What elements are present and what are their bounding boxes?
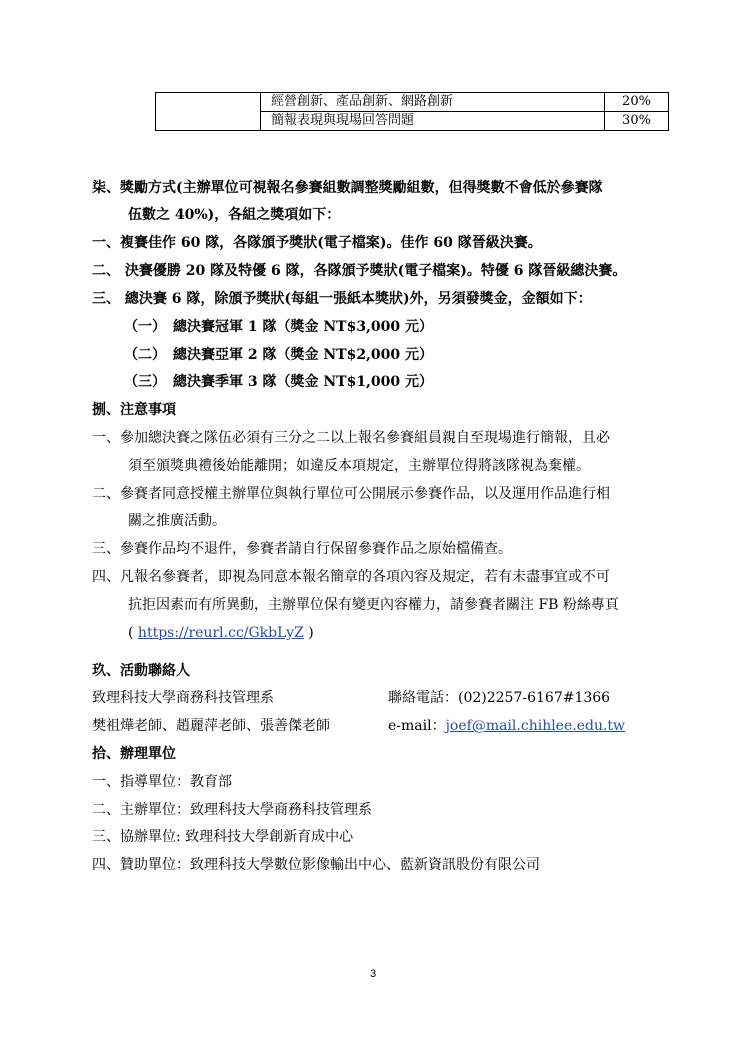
section8-item3: 三、參賽作品均不退件，參賽者請自行保留參賽作品之原始檔備查。 [92, 541, 512, 557]
section8-item1-line2: 須至頒獎典禮後始能離開；如違反本項規定，主辦單位得將該隊視為棄權。 [128, 458, 590, 474]
section8-heading: 捌、注意事項 [92, 402, 176, 418]
link-close-paren: ) [303, 625, 314, 641]
section10-item2: 二、主辦單位：致理科技大學商務科技管理系 [92, 802, 372, 818]
section7-heading-line1: 柒、獎勵方式(主辦單位可視報名參賽組數調整獎勵組數，但得獎數不會低於參賽隊 [92, 180, 603, 196]
section7-item3: 三、 總決賽 6 隊，除頒予獎狀(每組一張紙本獎狀)外，另須發獎金，金額如下： [92, 291, 592, 307]
contact-email-line [388, 716, 625, 736]
section10-heading: 拾、辦理單位 [92, 746, 176, 762]
contact-teachers: 樊祖燁老師、趙麗萍老師、張善傑老師 [92, 718, 330, 734]
section7-item1: 一、複賽佳作 60 隊，各隊頒予獎狀(電子檔案)。佳作 60 隊晉級決賽。 [92, 235, 542, 251]
table-cell-criterion: 經營創新、產品創新、網路創新 [261, 93, 605, 112]
contact-phone: 聯絡電話：(02)2257-6167#1366 [388, 690, 611, 706]
section7-heading-line2: 伍數之 40%)，各組之獎項如下： [128, 207, 341, 223]
section10-item1: 一、指導單位：教育部 [92, 774, 232, 790]
section8-item2-line1: 二、參賽者同意授權主辦單位與執行單位可公開展示參賽作品，以及運用作品進行相 [92, 486, 610, 502]
score-table [155, 92, 669, 131]
section7-prize2: （二） 總決賽亞軍 2 隊（獎金 NT$2,000 元） [124, 347, 434, 363]
table-cell-criterion: 簡報表現與現場回答問題 [261, 112, 605, 131]
section8-item4-line1: 四、凡報名參賽者，即視為同意本報名簡章的各項內容及規定，若有未盡事宜或不可 [92, 569, 610, 585]
section8-link-line [128, 623, 314, 643]
section10-item4: 四、贊助單位：致理科技大學數位影像輸出中心、藍新資訊股份有限公司 [92, 857, 540, 873]
section8-item1-line1: 一、參加總決賽之隊伍必須有三分之二以上報名參賽組員親自至現場進行簡報，且必 [92, 430, 610, 446]
section8-item4-line2: 抗拒因素而有所異動，主辦單位保有變更內容權力，請參賽者關注 FB 粉絲專頁 [128, 597, 619, 613]
section7-prize1: （一） 總決賽冠軍 1 隊（獎金 NT$3,000 元） [124, 319, 434, 335]
fb-page-link[interactable]: https://reurl.cc/GkbLyZ [137, 625, 304, 641]
table-cell-empty [156, 93, 261, 131]
section7-prize3: （三） 總決賽季軍 3 隊（獎金 NT$1,000 元） [124, 374, 434, 390]
section7-item2: 二、 決賽優勝 20 隊及特優 6 隊，各隊頒予獎狀(電子檔案)。特優 6 隊晉級總決賽。 [92, 263, 627, 279]
section8-item2-line2: 關之推廣活動。 [128, 513, 226, 529]
section9-heading: 玖、活動聯絡人 [92, 663, 190, 679]
contact-department: 致理科技大學商務科技管理系 [92, 690, 274, 706]
email-label: e-mail： [388, 718, 446, 734]
page-number: 3 [370, 968, 377, 980]
link-open-paren: ( [128, 625, 138, 641]
table-row [156, 93, 669, 112]
section10-item3: 三、協辦單位: 致理科技大學創新育成中心 [92, 829, 354, 845]
table-cell-weight: 30% [605, 112, 669, 131]
email-link[interactable]: joef@mail.chihlee.edu.tw [445, 718, 626, 734]
table-cell-weight: 20% [605, 93, 669, 112]
